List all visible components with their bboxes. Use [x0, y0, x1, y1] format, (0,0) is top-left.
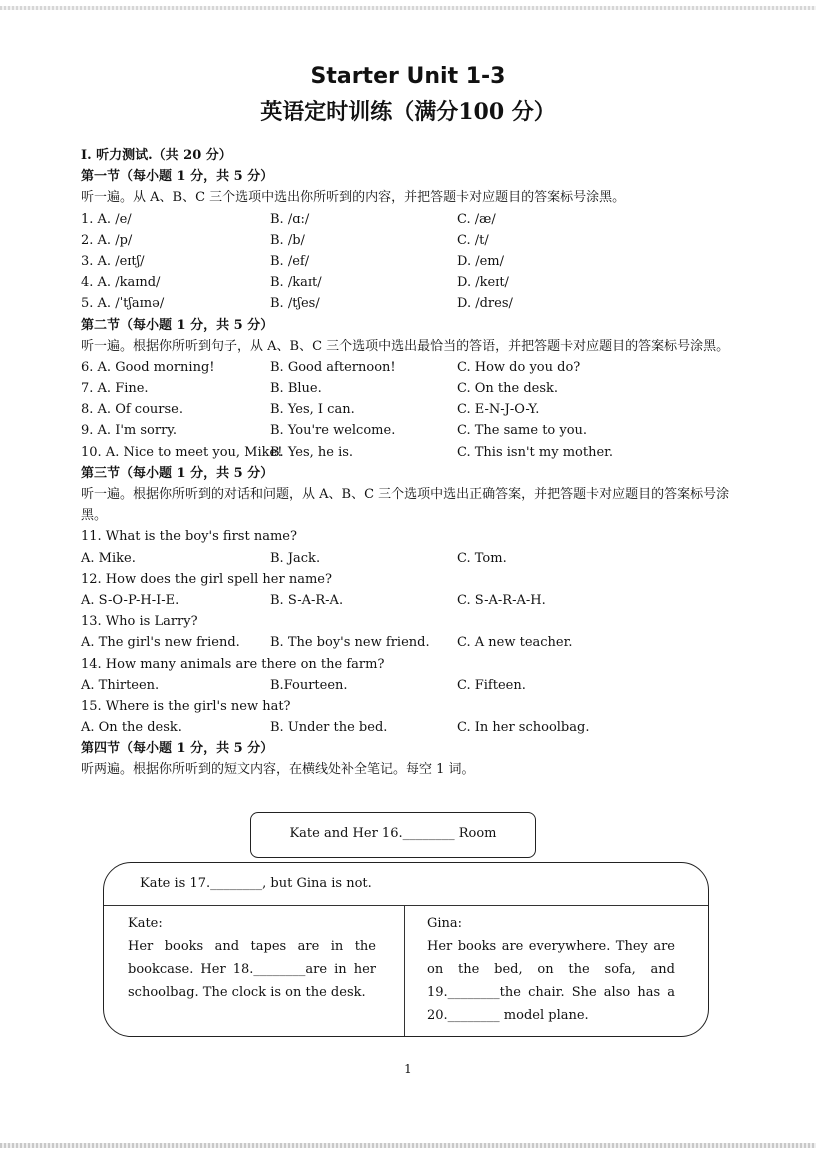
part2-instruction: 听一遍。根据你所听到句子，从 A、B、C 三个选项中选出最恰当的答语，并把答题卡对应题目的答案标号涂黑。 [81, 338, 730, 354]
option-a: 8. A. Of course. [81, 402, 183, 418]
section-heading: Ⅰ. 听力测试.（共 20 分） [81, 148, 232, 163]
part1-instruction: 听一遍。从 A、B、C 三个选项中选出你所听到的内容，并把答题卡对应题目的答案标号涂黑。 [81, 190, 626, 206]
gina-label: Gina: [427, 916, 463, 931]
option-c: C. The same to you. [457, 423, 588, 439]
option-b: B. /ef/ [270, 253, 310, 269]
question-6-options [81, 357, 741, 378]
gina-text: Her books are everywhere. They are on the bed, on the sofa, and 19.________the chair. She also has a 20.________ model plane. [427, 939, 675, 1023]
option-c: C. Tom. [457, 550, 507, 566]
part4-instruction: 听两遍。根据你所听到的短文内容，在横线处补全笔记。每空 1 词。 [81, 762, 475, 778]
option-b: B. Good afternoon! [270, 359, 396, 375]
option-b: B. Blue. [270, 381, 322, 397]
option-a: 9. A. I'm sorry. [81, 423, 178, 439]
question-11: 11. What is the boy's first name? [81, 529, 297, 545]
option-c: C. Fifteen. [457, 677, 526, 693]
question-1-options [81, 209, 741, 230]
page-subtitle: 英语定时训练（满分100 分） [260, 99, 556, 125]
option-b: B. Yes, he is. [270, 444, 354, 460]
question-14: 14. How many animals are there on the farm? [81, 656, 385, 672]
question-13: 13. Who is Larry? [81, 614, 198, 630]
option-c: C. E-N-J-O-Y. [457, 402, 540, 418]
option-a: 2. A. /p/ [81, 232, 133, 248]
option-a: 5. A. /ˈtʃaɪnə/ [81, 296, 165, 312]
exam-content [81, 145, 741, 781]
option-c: C. This isn't my mother. [457, 444, 614, 460]
question-15-options [81, 717, 741, 738]
option-a: A. Mike. [81, 550, 136, 566]
option-c: C. /t/ [457, 232, 489, 248]
question-12: 12. How does the girl spell her name? [81, 571, 332, 587]
scan-edge-top [0, 6, 816, 10]
kate-label: Kate: [128, 916, 163, 931]
option-c: C. S-A-R-A-H. [457, 592, 546, 608]
option-a: 4. A. /kaɪnd/ [81, 275, 161, 291]
scan-edge-bottom [0, 1143, 816, 1148]
option-b: B. Yes, I can. [270, 402, 355, 418]
kate-column [128, 912, 376, 1004]
page-number: 1 [404, 1062, 412, 1076]
question-4-options [81, 272, 741, 293]
gina-column [427, 912, 675, 1027]
notes-box [103, 862, 709, 1037]
option-a: 1. A. /e/ [81, 211, 132, 227]
option-a: 3. A. /eɪtʃ/ [81, 253, 145, 269]
question-9-options [81, 420, 741, 441]
part2-heading: 第二节（每小题 1 分，共 5 分） [81, 317, 274, 333]
option-b: B. Jack. [270, 550, 321, 566]
part3-heading: 第三节（每小题 1 分，共 5 分） [81, 465, 274, 481]
option-a: 6. A. Good morning! [81, 359, 215, 375]
question-15: 15. Where is the girl's new hat? [81, 698, 291, 714]
question-10-options [81, 442, 741, 463]
question-2-options [81, 230, 741, 251]
notes-subheading: Kate is 17.________, but Gina is not. [140, 876, 372, 891]
option-c: C. /æ/ [457, 211, 496, 227]
notes-divider-vertical [404, 905, 405, 1036]
option-a: 10. A. Nice to meet you, Mike! [81, 444, 283, 460]
question-14-options [81, 675, 741, 696]
option-c: D. /dres/ [457, 296, 513, 312]
question-3-options [81, 251, 741, 272]
question-8-options [81, 399, 741, 420]
option-c: D. /em/ [457, 253, 505, 269]
page-title: Starter Unit 1-3 [310, 64, 506, 89]
option-a: A. Thirteen. [81, 677, 160, 693]
notes-divider-horizontal [104, 905, 708, 906]
option-c: D. /keɪt/ [457, 275, 509, 291]
question-13-options [81, 632, 741, 653]
question-7-options [81, 378, 741, 399]
question-5-options [81, 293, 741, 314]
option-c: C. On the desk. [457, 381, 559, 397]
question-12-options [81, 590, 741, 611]
option-c: C. A new teacher. [457, 635, 573, 651]
option-b: B. /ɑ:/ [270, 211, 310, 227]
option-a: 7. A. Fine. [81, 381, 149, 397]
option-c: C. How do you do? [457, 359, 581, 375]
option-a: A. The girl's new friend. [81, 635, 240, 651]
part4-heading: 第四节（每小题 1 分，共 5 分） [81, 741, 274, 757]
option-b: B.Fourteen. [270, 677, 348, 693]
option-a: A. On the desk. [81, 720, 182, 736]
part1-heading: 第一节（每小题 1 分，共 5 分） [81, 169, 274, 185]
option-b: B. Under the bed. [270, 720, 388, 736]
option-b: B. The boy's new friend. [270, 635, 430, 651]
option-a: A. S-O-P-H-I-E. [81, 592, 180, 608]
option-b: B. /kaɪt/ [270, 275, 322, 291]
question-11-options [81, 548, 741, 569]
option-b: B. S-A-R-A. [270, 592, 344, 608]
kate-text: Her books and tapes are in the bookcase. Her 18.________are in her schoolbag. The clock is on the desk. [128, 939, 376, 1000]
option-b: B. /tʃes/ [270, 296, 320, 312]
option-b: B. /b/ [270, 232, 305, 248]
option-b: B. You're welcome. [270, 423, 396, 439]
option-c: C. In her schoolbag. [457, 720, 590, 736]
part3-instruction: 听一遍。根据你所听到的对话和问题，从 A、B、C 三个选项中选出正确答案，并把答题卡对应题目的答案标号涂黑。 [81, 487, 730, 524]
notes-title-box: Kate and Her 16.________ Room [250, 812, 536, 858]
